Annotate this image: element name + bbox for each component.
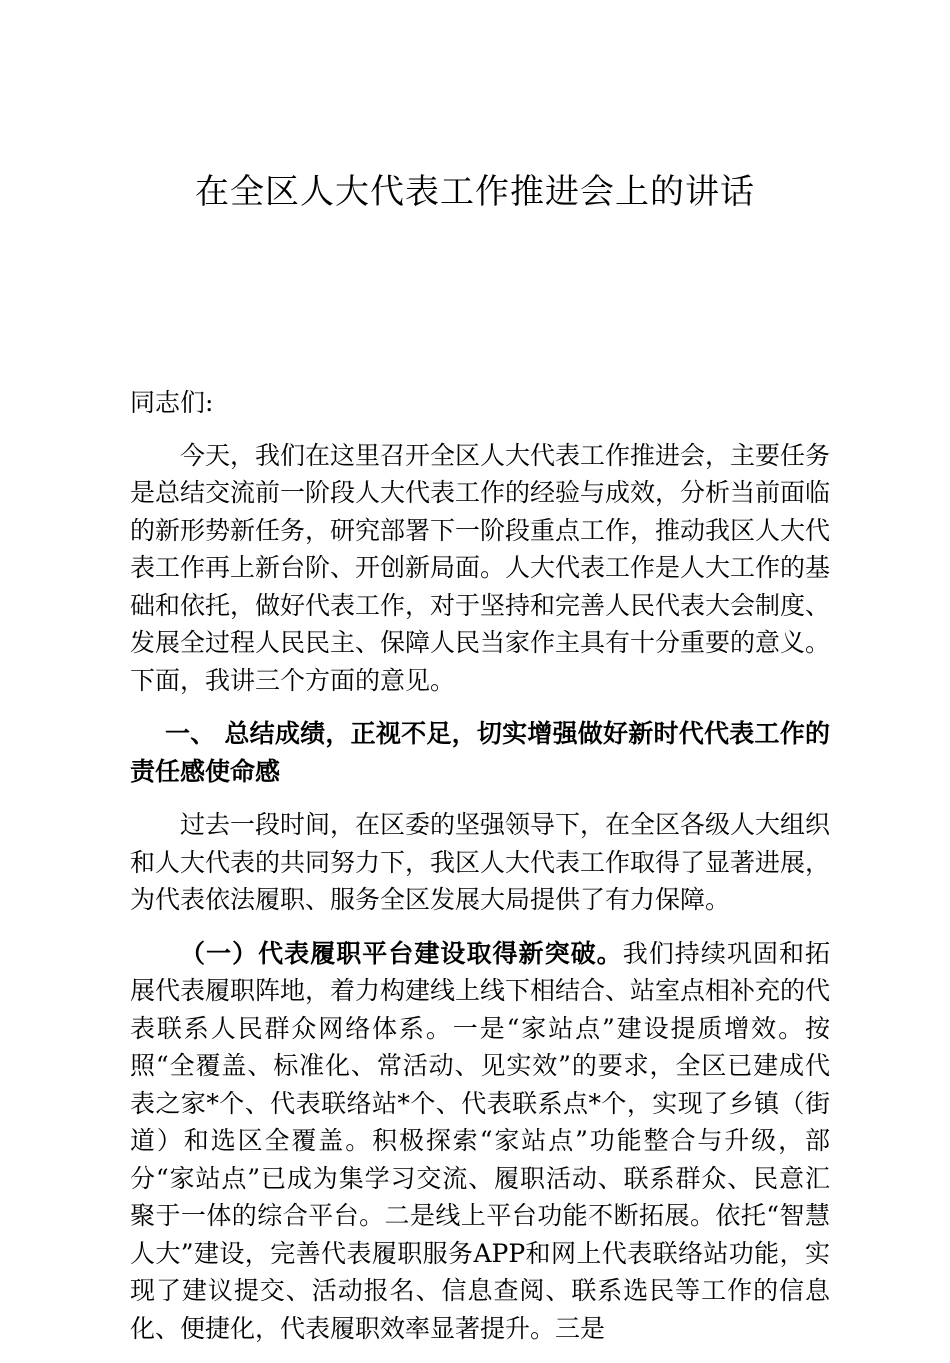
subsection-1-paragraph — [130, 935, 830, 1348]
section-1-intro-paragraph: 过去一段时间，在区委的坚强领导下，在全区各级人大组织和人大代表的共同努力下，我区人大代表工作取得了显著进展，为代表依法履职、服务全区发展大局提供了有力保障。 — [130, 810, 831, 914]
document-body — [130, 384, 830, 1363]
intro-paragraph: 今天，我们在这里召开全区人大代表工作推进会，主要任务是总结交流前一阶段人大代表工作的经验与成效，分析当前面临的新形势新任务，研究部署下一阶段重点工作，推动我区人大代表工作再上新台阶、开创新局面。人大代表工作是人大工作的基础和依托，做好代表工作，对于坚持和完善人民代表大会制度、发展全过程人民民主、保障人民当家作主具有十分重要的意义。下面，我讲三个方面的意见。 — [130, 440, 831, 695]
subsection-1-lead: （一）代表履职平台建设取得新突破。 — [180, 938, 623, 968]
section-heading-1: 一、 总结成绩，正视不足，切实增强做好新时代代表工作的责任感使命感 — [130, 719, 830, 786]
document-title: 在全区人大代表工作推进会上的讲话 — [195, 172, 755, 212]
salutation: 同志们: — [130, 388, 214, 417]
subsection-1-text: 我们持续巩固和拓展代表履职阵地，着力构建线上线下相结合、站室点相补充的代表联系人民群众网络体系。一是“家站点”建设提质增效。按照“全覆盖、标准化、常活动、见实效”的要求，全区已建成代表之家*个、代表联络站*个、代表联系点*个，实现了乡镇（街道）和选区全覆盖。积极探索“家站点”功能整合与升级，部分“家站点”已成为集学习交流、履职活动、联系群众、民意汇聚于一体的综合平台。二是线上平台功能不断拓展。依托“智慧人大”建设，完善代表履职服务APP和网上代表联络站功能，实现了建议提交、活动报名、信息查阅、联系选民等工作的信息化、便捷化，代表履职效率显著提升。三是 — [130, 938, 831, 1343]
